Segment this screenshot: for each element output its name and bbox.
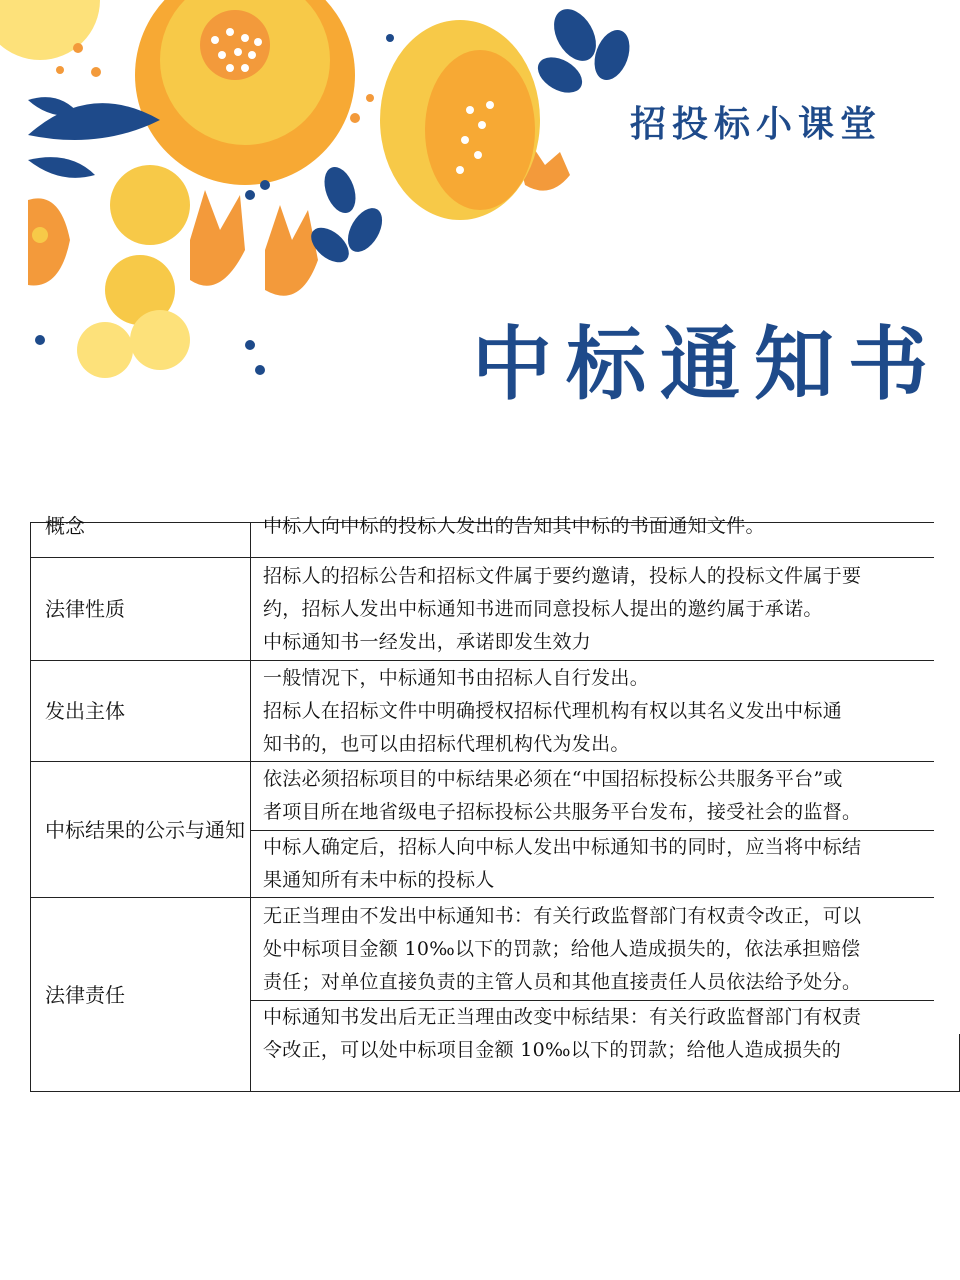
row-content: 中标人向中标的投标人发出的告知其中标的书面通知文件。 — [251, 523, 960, 558]
content-line: 令改正，可以处中标项目金额 10‰以下的罚款；给他人造成损失的 — [263, 1039, 842, 1061]
content-line: 中标通知书一经发出，承诺即发生效力 — [263, 630, 592, 653]
content-line: 知书的，也可以由招标代理机构代为发出。 — [263, 732, 630, 755]
row-content — [251, 1001, 960, 1092]
row-label: 发出主体 — [31, 661, 251, 762]
content-line: 中标通知书发出后无正当理由改变中标结果：有关行政监督部门有权责 — [263, 1006, 862, 1028]
yellow-flower-right-icon — [380, 20, 540, 220]
row-label: 法律责任 — [31, 898, 251, 1092]
table-row — [31, 558, 960, 661]
navy-leaf-icon — [28, 97, 160, 178]
content-line: 招标人在招标文件中明确授权招标代理机构有权以其名义发出中标通 — [263, 699, 843, 722]
row-content — [251, 898, 960, 1001]
content-line: 处中标项目金额 10‰以下的罚款；给他人造成损失的，依法承担赔偿 — [263, 937, 861, 960]
content-line: 招标人的招标公告和招标文件属于要约邀请，投标人的投标文件属于要 — [263, 564, 862, 587]
row-content — [251, 558, 960, 661]
content-line: 责任；对单位直接负责的主管人员和其他直接责任人员依法给予处分。 — [263, 970, 862, 993]
table-row — [31, 762, 960, 831]
content-line: 果通知所有未中标的投标人 — [263, 869, 495, 891]
subtitle: 招投标小课堂 — [630, 104, 883, 145]
page-title: 中标通知书 — [472, 318, 942, 411]
content-line: 中标人确定后，招标人向中标人发出中标通知书的同时，应当将中标结 — [263, 836, 862, 858]
notice-info-table — [30, 514, 960, 1092]
table-row — [31, 898, 960, 1001]
row-label: 法律性质 — [31, 558, 251, 661]
info-table-region — [0, 514, 960, 1061]
table-row — [31, 661, 960, 762]
table-row — [31, 523, 960, 558]
small-yellow-flower-icon — [77, 165, 190, 378]
header-banner — [0, 0, 960, 411]
row-label: 中标结果的公示与通知 — [31, 762, 251, 898]
crop-edge — [934, 522, 960, 1034]
row-content — [251, 762, 960, 831]
content-line: 依法必须招标项目的中标结果必须在“中国招标投标公共服务平台”或 — [263, 768, 843, 790]
row-content — [251, 831, 960, 898]
content-line: 无正当理由不发出中标通知书：有关行政监督部门有权责令改正，可以 — [263, 904, 862, 927]
row-content — [251, 661, 960, 762]
content-line: 一般情况下，中标通知书由招标人自行发出。 — [263, 666, 650, 689]
yellow-flower-icon — [135, 0, 355, 185]
row-label: 概念 — [31, 523, 251, 558]
content-line: 约，招标人发出中标通知书进而同意投标人提出的邀约属于承诺。 — [263, 597, 823, 620]
content-line: 者项目所在地省级电子招标投标公共服务平台发布，接受社会的监督。 — [263, 801, 862, 823]
